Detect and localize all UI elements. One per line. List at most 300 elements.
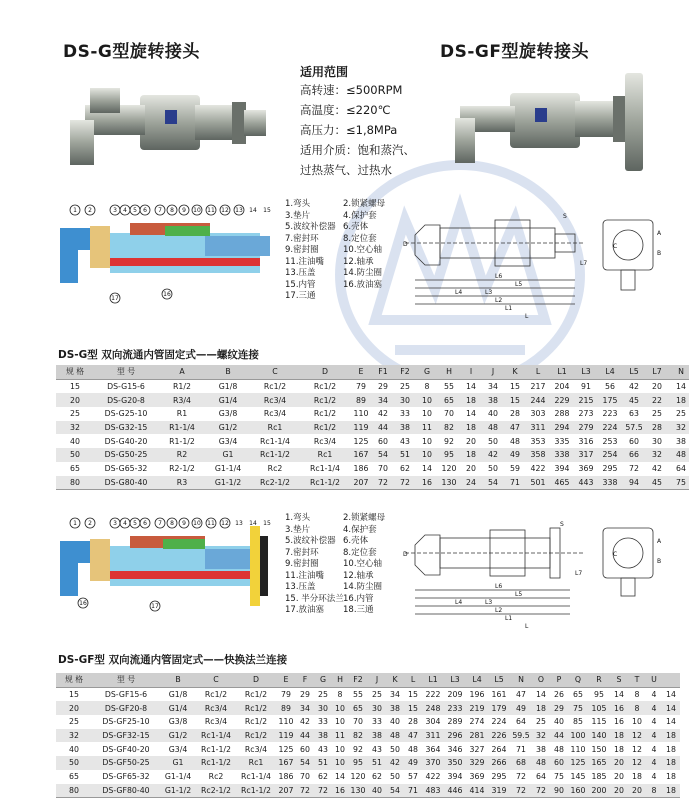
table-cell: 54 xyxy=(296,756,314,770)
gf-legend-item: 17.放油塞 xyxy=(285,605,325,615)
gf-legend-item: 8.定位套 xyxy=(343,547,377,558)
table-cell: 4 xyxy=(646,701,662,715)
table-cell: 4 xyxy=(646,729,662,743)
table-cell: 288 xyxy=(550,407,574,421)
gf-callout-3: 3 xyxy=(113,520,117,527)
gf-legend-item: 7.密封环 xyxy=(285,547,319,558)
table-cell: 110 xyxy=(276,715,296,729)
column-header: 规 格 xyxy=(56,365,94,379)
table-cell: Rc1 xyxy=(236,756,276,770)
table-cell: 62 xyxy=(368,770,386,784)
g-callout-12: 12 xyxy=(221,207,229,214)
gf-legend-item: 11.注油嘴 xyxy=(285,570,325,581)
table-cell: 15 xyxy=(404,701,422,715)
table-cell: 207 xyxy=(350,476,372,490)
g-dim-l2: L2 xyxy=(495,297,503,304)
table-cell: 25 xyxy=(394,379,416,393)
table-cell: Rc1/2 xyxy=(250,379,300,393)
table-cell: 85 xyxy=(568,715,588,729)
table-cell: 38 xyxy=(368,729,386,743)
table-cell: 14 xyxy=(662,715,680,729)
table-cell: 64 xyxy=(668,462,689,476)
gf-legend-item: 6.壳体 xyxy=(343,536,369,546)
table-cell: R1-1/2 xyxy=(158,434,206,448)
column-header: L1 xyxy=(422,673,444,687)
table-cell: 75 xyxy=(550,770,568,784)
gf-dim-l6: L6 xyxy=(495,583,503,590)
gf-dim-b: B xyxy=(657,558,662,565)
table-cell: 18 xyxy=(662,784,680,798)
column-header: I xyxy=(460,365,482,379)
table-cell: DS-GF20-8 xyxy=(92,701,160,715)
table-cell: 38 xyxy=(482,393,504,407)
table-row xyxy=(56,434,689,448)
table-cell: R1 xyxy=(158,407,206,421)
table-cell: R1/2 xyxy=(158,379,206,393)
table-row xyxy=(56,784,680,798)
section-heading-ds-gf: DS-GF型 双向流通内管固定式——快换法兰连接 xyxy=(58,654,288,666)
table-cell: 18 xyxy=(668,393,689,407)
table-cell: 94 xyxy=(622,476,646,490)
table-cell: 32 xyxy=(668,421,689,435)
table-cell: 92 xyxy=(348,742,368,756)
table-cell: 44 xyxy=(550,729,568,743)
table-row xyxy=(56,770,680,784)
table-cell: Rc1/2 xyxy=(236,687,276,701)
g-callout-2: 2 xyxy=(88,207,92,214)
table-cell: 47 xyxy=(510,687,532,701)
table-cell: 14 xyxy=(416,462,438,476)
g-legend-item: 7.密封环 xyxy=(285,233,319,244)
gf-callout-1: 1 xyxy=(73,520,77,527)
table-cell: 4 xyxy=(646,687,662,701)
table-cell: Rc3/4 xyxy=(196,701,236,715)
gf-callout-16: 16 xyxy=(79,600,87,607)
table-cell: 10 xyxy=(332,715,348,729)
table-cell: 40 xyxy=(56,434,94,448)
g-legend-item: 4.保护套 xyxy=(343,210,377,221)
table-cell: 65 xyxy=(348,701,368,715)
table-cell: 100 xyxy=(568,729,588,743)
table-cell: 200 xyxy=(588,784,610,798)
gf-dim-l2: L2 xyxy=(495,607,503,614)
column-header: F2 xyxy=(394,365,416,379)
table-cell: 40 xyxy=(386,715,404,729)
table-row xyxy=(56,729,680,743)
table-cell: DS-GF32-15 xyxy=(92,729,160,743)
gf-legend-item: 3.垫片 xyxy=(285,524,311,535)
column-header: E xyxy=(276,673,296,687)
table-cell: 248 xyxy=(422,701,444,715)
table-cell: G1/2 xyxy=(206,421,250,435)
table-cell: 125 xyxy=(276,742,296,756)
table-row xyxy=(56,742,680,756)
gf-dim-a: A xyxy=(657,538,662,545)
table-cell: 209 xyxy=(444,687,466,701)
g-dim-l: L xyxy=(525,313,529,320)
table-cell: 44 xyxy=(296,729,314,743)
table-cell: Rc2 xyxy=(196,770,236,784)
column-header: F1 xyxy=(372,365,394,379)
table-cell: Rc2 xyxy=(250,462,300,476)
table-cell: 65 xyxy=(438,393,460,407)
g-legend-item: 11.注油嘴 xyxy=(285,256,325,267)
table-cell: Rc1-1/4 xyxy=(300,462,350,476)
table-cell: Rc1-1/4 xyxy=(236,770,276,784)
table-cell: 14 xyxy=(662,701,680,715)
gf-legend-item: 13.压盖 xyxy=(285,582,316,592)
gf-legend-item: 12.轴承 xyxy=(343,570,374,581)
g-callout-3: 3 xyxy=(113,207,117,214)
table-cell: 11 xyxy=(332,729,348,743)
table-cell: 327 xyxy=(466,742,488,756)
table-cell: 160 xyxy=(568,784,588,798)
table-cell: 222 xyxy=(422,687,444,701)
table-cell: 161 xyxy=(488,687,510,701)
table-cell: 51 xyxy=(314,756,332,770)
table-cell: 338 xyxy=(550,448,574,462)
table-cell: 82 xyxy=(438,421,460,435)
table-cell: 18 xyxy=(610,729,628,743)
column-header: B xyxy=(206,365,250,379)
ds-g-parts-legend xyxy=(285,199,385,303)
table-cell: Rc3/4 xyxy=(250,407,300,421)
table-cell: 338 xyxy=(598,476,622,490)
g-dim-l5: L5 xyxy=(515,281,523,288)
gf-callout-17: 17 xyxy=(151,603,159,610)
table-cell: 10 xyxy=(332,701,348,715)
table-cell: 369 xyxy=(574,462,598,476)
column-header: G xyxy=(416,365,438,379)
table-cell: 45 xyxy=(646,476,668,490)
column-header: L7 xyxy=(646,365,668,379)
table-cell: Rc1-1/2 xyxy=(196,756,236,770)
table-cell: 4 xyxy=(646,756,662,770)
table-cell: 80 xyxy=(56,784,92,798)
table-cell: DS-GF15-6 xyxy=(92,687,160,701)
gf-callout-13: 13 xyxy=(235,520,243,527)
table-cell: 50 xyxy=(482,462,504,476)
column-header: L5 xyxy=(622,365,646,379)
g-dim-c: C xyxy=(613,243,618,250)
gf-dim-l1: L1 xyxy=(505,615,513,622)
table-cell: 483 xyxy=(422,784,444,798)
table-cell: 50 xyxy=(386,742,404,756)
table-cell: 91 xyxy=(574,379,598,393)
table-cell: 30 xyxy=(394,393,416,407)
table-cell: 364 xyxy=(422,742,444,756)
table-cell: G1/8 xyxy=(206,379,250,393)
table-cell: 8 xyxy=(646,784,662,798)
table-cell: 54 xyxy=(482,476,504,490)
g-dim-a: A xyxy=(657,230,662,237)
table-row xyxy=(56,687,680,701)
g-legend-item: 9.密封圈 xyxy=(285,245,319,255)
table-cell: 80 xyxy=(56,476,94,490)
table-cell: 29 xyxy=(372,379,394,393)
table-cell: 10 xyxy=(332,742,348,756)
table-cell: 4 xyxy=(646,770,662,784)
table-cell: 370 xyxy=(422,756,444,770)
gf-callout-14: 14 xyxy=(249,520,257,527)
table-cell: 167 xyxy=(350,448,372,462)
column-header: H xyxy=(332,673,348,687)
table-cell: 294 xyxy=(550,421,574,435)
gf-legend-item: 1.弯头 xyxy=(285,513,311,523)
table-cell: 64 xyxy=(510,715,532,729)
g-callout-6: 6 xyxy=(143,207,147,214)
title-ds-gf: DS-GF型旋转接头 xyxy=(440,42,589,62)
table-cell: 49 xyxy=(510,701,532,715)
table-cell: 38 xyxy=(668,434,689,448)
table-cell: 11 xyxy=(416,421,438,435)
table-cell: 244 xyxy=(526,393,550,407)
table-cell: 25 xyxy=(646,407,668,421)
table-cell: 18 xyxy=(662,770,680,784)
table-cell: G1-1/2 xyxy=(160,784,196,798)
table-cell: 95 xyxy=(348,756,368,770)
table-cell: 317 xyxy=(574,448,598,462)
gf-dim-s: S xyxy=(560,521,564,528)
table-cell: 274 xyxy=(466,715,488,729)
gf-legend-item: 5.波纹补偿器 xyxy=(285,536,336,546)
table-cell: DS-G32-15 xyxy=(94,421,158,435)
table-cell: 49 xyxy=(504,448,526,462)
specs-heading: 适用范围 xyxy=(300,65,349,79)
table-cell: Rc1-1/2 xyxy=(300,476,350,490)
table-cell: 29 xyxy=(550,701,568,715)
table-cell: DS-G50-25 xyxy=(94,448,158,462)
table-cell: R2 xyxy=(158,448,206,462)
table-cell: 12 xyxy=(628,756,646,770)
ds-g-product-photo xyxy=(60,70,270,175)
table-cell: 66 xyxy=(622,448,646,462)
table-cell: 33 xyxy=(368,715,386,729)
table-cell: G1-1/4 xyxy=(206,462,250,476)
specs-list xyxy=(300,80,415,180)
gf-legend-item: 4.保护套 xyxy=(343,524,377,535)
table-cell: Rc1-1/2 xyxy=(196,742,236,756)
table-cell: 28 xyxy=(646,421,668,435)
title-ds-g: DS-G型旋转接头 xyxy=(63,42,200,62)
column-header: L4 xyxy=(598,365,622,379)
table-cell: 32 xyxy=(532,729,550,743)
table-cell: 18 xyxy=(662,756,680,770)
table-cell: 42 xyxy=(646,462,668,476)
column-header: K xyxy=(504,365,526,379)
table-cell: 224 xyxy=(488,715,510,729)
g-legend-item: 2.锁紧螺母 xyxy=(343,199,386,209)
column-header: 规 格 xyxy=(56,673,92,687)
table-cell: 68 xyxy=(510,756,532,770)
column-header: H xyxy=(438,365,460,379)
table-cell: 42 xyxy=(372,407,394,421)
table-cell: G3/8 xyxy=(206,407,250,421)
column-header: L xyxy=(404,673,422,687)
table-cell: 16 xyxy=(610,715,628,729)
table-cell: 196 xyxy=(466,687,488,701)
table-cell: 34 xyxy=(372,393,394,407)
table-cell: 179 xyxy=(488,701,510,715)
gf-dim-l: L xyxy=(525,623,529,630)
gf-legend-item: 2.锁紧螺母 xyxy=(343,513,386,523)
table-cell: 316 xyxy=(574,434,598,448)
column-header: O xyxy=(532,673,550,687)
table-cell: 70 xyxy=(372,462,394,476)
table-cell: 33 xyxy=(314,715,332,729)
table-cell: 90 xyxy=(550,784,568,798)
table-cell: 25 xyxy=(56,407,94,421)
table-cell: 119 xyxy=(350,421,372,435)
table-cell: 140 xyxy=(588,729,610,743)
column-header: J xyxy=(482,365,504,379)
column-header: R xyxy=(588,673,610,687)
table-cell: 4 xyxy=(646,742,662,756)
table-cell: 8 xyxy=(416,379,438,393)
column-header: L3 xyxy=(444,673,466,687)
g-callout-14: 14 xyxy=(249,207,257,214)
table-cell: 95 xyxy=(438,448,460,462)
ds-gf-section-diagram xyxy=(55,511,280,621)
table-cell: 20 xyxy=(646,379,668,393)
spec-temperature: 高温度：≤220℃ xyxy=(300,103,391,117)
g-dim-l3: L3 xyxy=(485,289,493,296)
table-cell: 48 xyxy=(482,421,504,435)
table-cell: 20 xyxy=(610,770,628,784)
table-cell: 289 xyxy=(444,715,466,729)
table-cell: Rc2-1/2 xyxy=(250,476,300,490)
table-cell: 8 xyxy=(332,687,348,701)
table-cell: 279 xyxy=(574,421,598,435)
table-cell: 14 xyxy=(460,407,482,421)
table-cell: 32 xyxy=(56,421,94,435)
column-header: Q xyxy=(568,673,588,687)
gf-callout-9: 9 xyxy=(182,520,186,527)
table-cell: 217 xyxy=(526,379,550,393)
table-cell: 10 xyxy=(416,393,438,407)
table-cell: 34 xyxy=(296,701,314,715)
table-cell: G1 xyxy=(160,756,196,770)
table-cell: DS-G15-6 xyxy=(94,379,158,393)
table-row xyxy=(56,407,689,421)
table-cell: Rc3/4 xyxy=(300,434,350,448)
table-cell: G1 xyxy=(206,448,250,462)
table-cell: 14 xyxy=(460,379,482,393)
table-cell: 10 xyxy=(416,448,438,462)
g-dim-l1: L1 xyxy=(505,305,513,312)
table-cell: Rc1-1/2 xyxy=(236,784,276,798)
table-cell: 186 xyxy=(276,770,296,784)
table-cell: 72 xyxy=(314,784,332,798)
table-cell: 57.5 xyxy=(622,421,646,435)
table-cell: 42 xyxy=(386,756,404,770)
table-cell: 33 xyxy=(394,407,416,421)
table-cell: 65 xyxy=(568,687,588,701)
gf-callout-8: 8 xyxy=(170,520,174,527)
table-cell: 48 xyxy=(532,756,550,770)
column-header: D xyxy=(300,365,350,379)
g-legend-item: 5.波纹补偿器 xyxy=(285,222,336,232)
table-cell: 4 xyxy=(646,715,662,729)
table-cell: R3/4 xyxy=(158,393,206,407)
table-cell: 281 xyxy=(466,729,488,743)
table-cell: 120 xyxy=(348,770,368,784)
table-cell: G3/8 xyxy=(160,715,196,729)
table-cell: Rc1-1/2 xyxy=(250,448,300,462)
gf-dim-l5: L5 xyxy=(515,591,523,598)
table-cell: 25 xyxy=(368,687,386,701)
table-cell: 335 xyxy=(550,434,574,448)
table-cell: 48 xyxy=(386,729,404,743)
table-cell: 16 xyxy=(332,784,348,798)
table-cell: Rc1/2 xyxy=(236,729,276,743)
table-cell: 26 xyxy=(550,687,568,701)
table-cell: 145 xyxy=(568,770,588,784)
table-cell: 28 xyxy=(404,715,422,729)
column-header: B xyxy=(160,673,196,687)
table-cell: 253 xyxy=(598,434,622,448)
table-cell: 150 xyxy=(588,742,610,756)
table-cell: 60 xyxy=(296,742,314,756)
table-row xyxy=(56,421,689,435)
table-cell: 32 xyxy=(56,729,92,743)
table-cell: 10 xyxy=(332,756,348,770)
table-cell: 350 xyxy=(444,756,466,770)
column-header: A xyxy=(158,365,206,379)
g-dim-l7: L7 xyxy=(580,260,588,267)
table-cell: 329 xyxy=(466,756,488,770)
table-cell: 60 xyxy=(550,756,568,770)
gf-legend-item: 15. 半分环法兰 xyxy=(285,593,344,604)
g-callout-1: 1 xyxy=(73,207,77,214)
table-cell: 110 xyxy=(568,742,588,756)
table-cell: 18 xyxy=(532,701,550,715)
table-cell: 72 xyxy=(532,784,550,798)
table-cell: 47 xyxy=(504,421,526,435)
table-cell: 414 xyxy=(466,784,488,798)
g-legend-item: 8.定位套 xyxy=(343,233,377,244)
table-cell: G1/2 xyxy=(160,729,196,743)
table-cell: 204 xyxy=(550,379,574,393)
table-cell: 72 xyxy=(372,476,394,490)
table-cell: 15 xyxy=(56,379,94,393)
table-cell: R1-1/4 xyxy=(158,421,206,435)
table-cell: 45 xyxy=(622,393,646,407)
table-cell: 20 xyxy=(610,784,628,798)
table-cell: 75 xyxy=(568,701,588,715)
table-cell: 48 xyxy=(668,448,689,462)
table-cell: 14 xyxy=(332,770,348,784)
column-header: C xyxy=(196,673,236,687)
table-cell: 8 xyxy=(628,701,646,715)
table-cell: Rc2-1/2 xyxy=(196,784,236,798)
ds-gf-product-photo xyxy=(450,68,660,178)
column-header: 型 号 xyxy=(92,673,160,687)
table-cell: 186 xyxy=(350,462,372,476)
table-cell: 20 xyxy=(610,756,628,770)
table-cell: 311 xyxy=(422,729,444,743)
table-row xyxy=(56,379,689,393)
gf-legend-item: 14.防尘圈 xyxy=(343,582,383,592)
table-cell: 14 xyxy=(668,379,689,393)
gf-legend-item: 9.密封圈 xyxy=(285,559,319,569)
table-cell: 18 xyxy=(460,421,482,435)
spec-media-cont: 过热蒸气、过热水 xyxy=(300,163,392,177)
column-header: F2 xyxy=(348,673,368,687)
table-cell: 89 xyxy=(350,393,372,407)
table-cell: 50 xyxy=(482,434,504,448)
table-cell: 70 xyxy=(438,407,460,421)
